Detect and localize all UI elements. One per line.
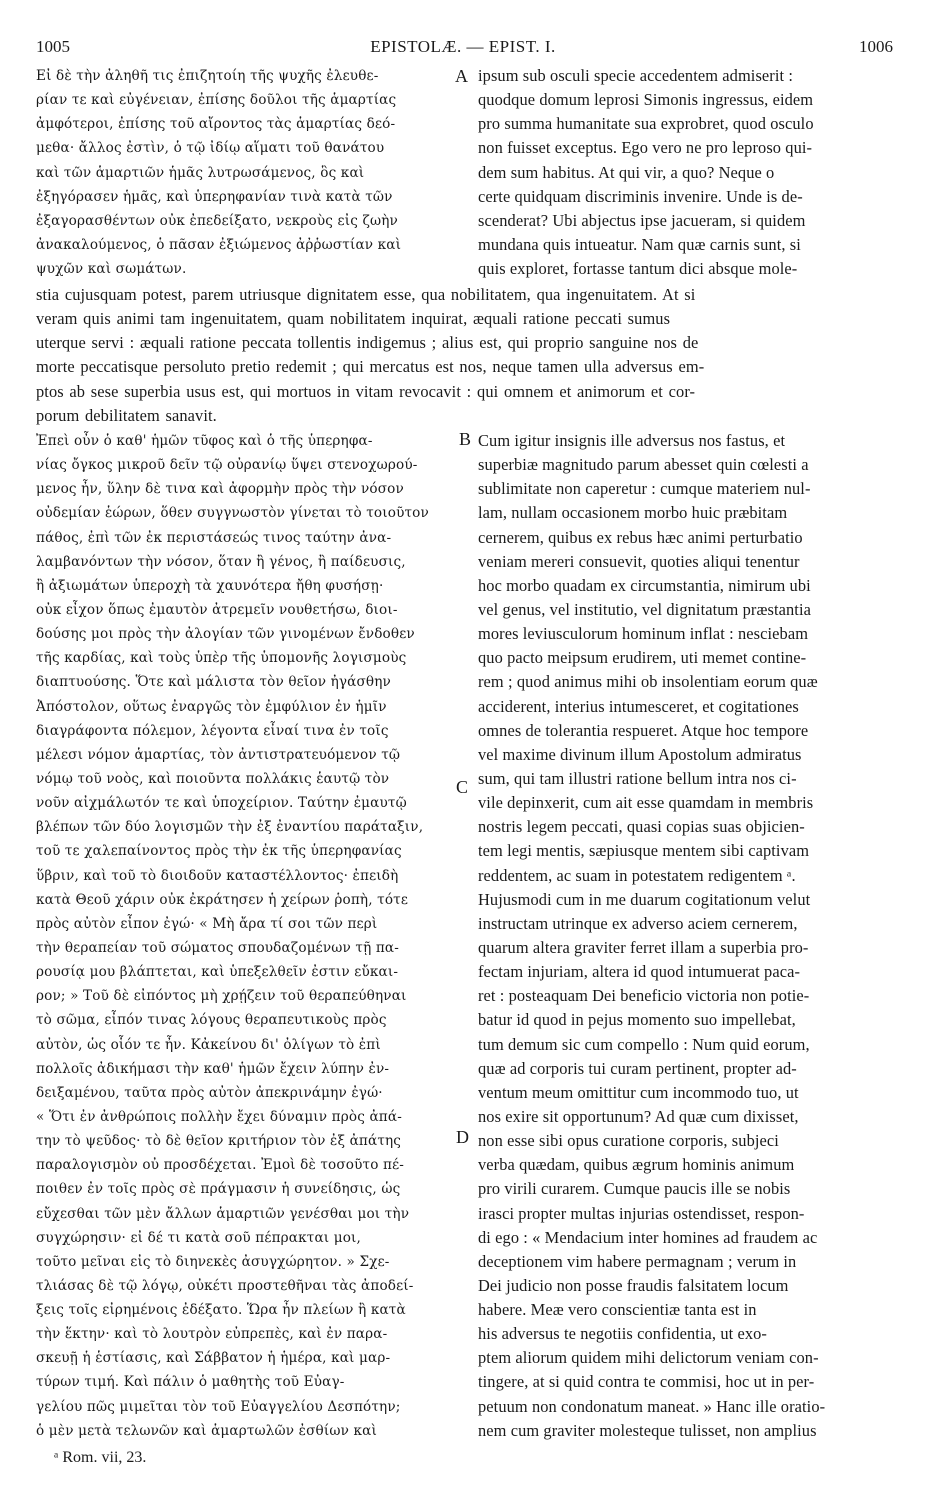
text-line: καὶ τῶν ἁμαρτιῶν ἡμᾶς λυτρωσάμενος, ὃς καὶ: [36, 164, 365, 181]
text-line: sublimitate non caperetur : cumque materiem nul-: [478, 479, 811, 499]
text-line: tem legi mentis, sæpiusque mentem sibi captivam: [478, 841, 810, 861]
text-line: σκευῇ ἡ ἑστίασις, καὶ Σάββατον ἡ ἡμέρα, καὶ μαρ-: [36, 1350, 391, 1367]
text-line: ἐξηγόρασεν ἡμᾶς, καὶ ὑπερηφανίαν τινὰ κατὰ τῶν: [36, 188, 393, 205]
text-line: quo pacto meipsum erudirem, uti memet contine-: [478, 648, 807, 668]
text-line: οὐκ εἶχον ὅπως ἐμαυτὸν ἀτρεμεῖν νουθετήσω, διοι-: [36, 601, 398, 618]
text-line: Εἰ δὲ τὴν ἀληθῆ τις ἐπιζητοίη τῆς ψυχῆς ἐλευθε-: [36, 68, 379, 84]
text-line: scenderat? Ubi abjectus ipse jacueram, si quidem: [478, 210, 806, 230]
text-line: hoc morbo quadam ex circumstantia, nimirum ubi: [478, 575, 811, 595]
text-line: τῆς καρδίας, καὶ τοὺς ὑπὲρ τῆς ὑπομονῆς λογισμοὺς: [36, 650, 407, 667]
text-line: petuum non condonatum maneat. » Hanc ille oratio-: [478, 1396, 826, 1416]
text-line: Cum igitur insignis ille adversus nos fastus, et: [478, 431, 786, 450]
text-line: « Ὅτι ἐν ἀνθρώποις πολλὴν ἔχει δύναμιν πρὸς ἀπά-: [36, 1108, 402, 1125]
section-mark-c: C: [456, 777, 469, 797]
text-line: nos exire sit opportunum? Ad quæ cum dixisset,: [478, 1106, 799, 1126]
text-line: irasci propter multas injurias ostendisset, respon-: [478, 1203, 805, 1223]
text-line: cernerem, quibus ex rebus hæc animi perturbatio: [478, 527, 803, 547]
text-line: batur id quod in pejus momento suo impellebat,: [478, 1010, 796, 1030]
text-line: mores leviusculorum hominum inflat : nesciebam: [478, 624, 809, 644]
text-line: ptem aliorum quidem mihi delictorum veniam con-: [478, 1348, 819, 1368]
latin-column-block-1: [478, 64, 896, 281]
section-mark-b: B: [459, 429, 472, 449]
text-line: vel genus, vel institutio, vel dignitatum præstantia: [478, 599, 811, 619]
text-line: certe quidquam discriminis invenire. Unde is de-: [478, 186, 803, 206]
text-line: διαγράφοντα πόλεμον, λέγοντα εἶναί τινα ἐν τοῖς: [36, 722, 389, 739]
text-line: πολλοῖς ἀδικήμασι τὴν καθ' ἡμῶν ἔχειν λύπην ἐν-: [36, 1060, 390, 1077]
text-line: non esse sibi opus curatione corporis, subjeci: [478, 1131, 779, 1151]
text-line: τοῦτο μεῖναι εἰς τὸ διηνεκὲς ἀσυγχώρητον. » Σχε-: [36, 1253, 390, 1270]
text-line: βλέπων τῶν δύο λογισμῶν τὴν ἐξ ἐναντίου παράταξιν,: [36, 819, 424, 836]
text-line: ventum meum omittitur cum incommodo tuo, ut: [478, 1082, 799, 1102]
text-line: ψυχῶν καὶ σωμάτων.: [36, 261, 187, 278]
text-line: quis exploret, fortasse tantum dici absque mole-: [478, 259, 798, 279]
text-line: τύρων τιμή. Καὶ πάλιν ὁ μαθητὴς τοῦ Εὐαγ-: [36, 1374, 345, 1391]
latin-full-width-passage: [36, 283, 896, 428]
text-line: tum demum sic cum compello : Num quid eorum,: [478, 1034, 810, 1054]
text-line: τὸ σῶμα, εἶπόν τινας λόγους θεραπευτικοὺς πρὸς: [36, 1012, 387, 1029]
greek-column-block-1: [36, 64, 452, 281]
text-line: ἐξαγορασθέντων οὐκ ἐπεδείξατο, νεκροὺς εἰς ζωὴν: [36, 212, 398, 229]
text-line: γελίου πῶς μιμεῖται τὸν τοῦ Εὐαγγελίου Δεσπότην;: [36, 1398, 401, 1415]
text-line: stia cujusquam potest, parem utriusque dignitatem esse, qua nobilitatem, qua ingenuitatem. At si: [36, 285, 696, 304]
text-line: εὔχεσθαι τῶν μὲν ἄλλων ἁμαρτιῶν γενέσθαι μοι τὴν: [36, 1205, 410, 1222]
text-line: his adversus te negotiis confidentia, ut exo-: [478, 1324, 767, 1344]
text-line: Ἀπόστολον, οὕτως ἐναργῶς τὸν ἐμφύλιον ἐν ἡμῖν: [36, 698, 387, 715]
text-line: την τὸ ψεῦδος· τὸ δὲ θεῖον κριτήριον τὸν ἐξ ἀπάτης: [36, 1133, 402, 1150]
text-line: porum debilitatem sanavit.: [36, 405, 217, 425]
text-line: τοῦ τε χαλεπαίνοντος πρὸς τὴν ἐκ τῆς ὑπερηφανίας: [36, 843, 402, 860]
text-line: ξεις τοῖς εἰρημένοις ἐδέξατο. Ὥρα ἦν πλείων ἢ κατὰ: [36, 1302, 406, 1319]
text-line: πάθος, ἐπὶ τῶν ἐκ περιστάσεώς τινος ταύτην ἀνα-: [36, 529, 392, 546]
text-line: μέλεσι νόμον ἁμαρτίας, τὸν ἀντιστρατευόμενον τῷ: [36, 746, 401, 763]
text-line: Dei judicio non posse fraudis falsitatem locum: [478, 1275, 789, 1295]
text-line: verba quædam, quibus ægrum hominis animum: [478, 1155, 795, 1175]
text-line: quæ ad corporis tui curam pertinent, propter ad-: [478, 1058, 797, 1078]
text-line: νόμῳ τοῦ νοὸς, καὶ ποιοῦντα πολλάκις ἑαυτῷ τὸν: [36, 770, 390, 787]
text-line: veniam mereri consuevit, quoties aliqui tenentur: [478, 551, 800, 571]
section-mark-d: D: [456, 1127, 469, 1147]
text-line: veram quis animi tam ingenuitatem, quam nobilitatem inquirat, æquali ratione peccati sumus: [36, 309, 671, 329]
text-line: habere. Meæ vero conscientiæ tanta est in: [478, 1300, 757, 1320]
running-title: EPISTOLÆ. — EPIST. I.: [370, 37, 556, 56]
page-number-left: 1005: [36, 37, 70, 56]
text-line: αὐτὸν, ὡς οἷόν τε ἦν. Κἀκείνου δι' ὀλίγων τὸ ἐπὶ: [36, 1036, 381, 1053]
text-line: ἀμφότεροι, ἐπίσης τοῦ αἴροντος τὰς ἁμαρτίας δεό-: [36, 116, 396, 133]
section-mark-a: A: [455, 66, 468, 86]
text-line: quodque domum leprosi Simonis ingressus, eidem: [478, 90, 814, 110]
text-line: tingere, at si quid contra te commisi, hoc ut in per-: [478, 1372, 815, 1392]
text-line: τὴν ἕκτην· καὶ τὸ λουτρὸν εὐπρεπὲς, καὶ ἐν παρα-: [36, 1326, 388, 1343]
text-line: πρὸς αὐτὸν εἶπον ἐγώ· « Μὴ ἄρα τί σοι τῶν περὶ: [36, 915, 378, 932]
text-line: ret : posteaquam Dei beneficio victoria non potie-: [478, 986, 810, 1006]
text-line: uterque servi : æquali ratione peccata tollentis indigemus ; alius est, qui proprio sanguine nos de: [36, 333, 699, 353]
page-number-right: 1006: [859, 37, 893, 56]
text-line: συγχώρησιν· εἰ δέ τι κατὰ σοῦ πέπρακται μοι,: [36, 1229, 361, 1246]
text-line: ἢ ἀξιωμάτων ὑπεροχὴ τὰ χαυνότερα ἤθη φυσήσῃ·: [36, 577, 384, 594]
text-line: quarum altera graviter ferret illam a superbia pro-: [478, 937, 809, 957]
text-line: acciderent, interius intumesceret, et cogitationes: [478, 696, 799, 716]
text-line: vile depinxerit, cum ait esse quamdam in membris: [478, 793, 814, 813]
text-line: reddentem, ac suam in potestatem redigentem ᵃ.: [478, 865, 796, 885]
text-line: deceptionem vim habere permagnam ; verum in: [478, 1251, 797, 1271]
text-line: ἀνακαλούμενος, ὁ πᾶσαν ἐξιώμενος ἀῤῥωστίαν καὶ: [36, 236, 402, 253]
text-line: τὴν θεραπείαν τοῦ σώματος σπουδαζομένων τῇ πα-: [36, 939, 400, 956]
text-line: μεθα· ἄλλος ἐστὶν, ὁ τῷ ἰδίῳ αἵματι τοῦ θανάτου: [36, 140, 385, 157]
text-line: non fuisset exceptus. Ego vero ne pro leproso qui-: [478, 138, 813, 158]
text-line: nostris legem peccati, quasi copias suas objicien-: [478, 817, 805, 837]
text-line: rem ; quod animus mihi ob insolentiam eorum quæ: [478, 672, 818, 692]
text-line: mundana quis intueatur. Nam quæ carnis sunt, si: [478, 234, 801, 254]
text-line: ipsum sub osculi specie accedentem admiserit :: [478, 66, 794, 85]
latin-column-block-2: [478, 429, 896, 1443]
text-line: διαπτυούσης. Ὅτε καὶ μάλιστα τὸν θεῖον ἠγάσθην: [36, 674, 391, 691]
text-line: instructam utrinque ex adverso aciem cernerem,: [478, 913, 798, 933]
text-line: ποιθεν ἐν τοῖς πρὸς σὲ πράγμασιν ἡ συνείδησις, ὡς: [36, 1181, 401, 1198]
text-line: δούσης μοι πρὸς τὴν ἀλογίαν τῶν γινομένων ἔνδοθεν: [36, 626, 415, 643]
text-line: οὐδεμίαν ἑώρων, ὅθεν συγγνωστὸν γίνεται τὸ τοιοῦτον: [36, 505, 429, 522]
text-line: παραλογισμὸν οὐ προσδέχεται. Ἐμοὶ δὲ τοσοῦτο πέ-: [36, 1157, 405, 1174]
text-line: sum, qui tam illustri ratione bellum intra nos ci-: [478, 768, 797, 788]
text-line: νίας ὄγκος μικροῦ δεῖν τῷ οὐρανίῳ ὕψει στενοχωρού-: [36, 457, 418, 474]
text-line: Ἐπεὶ οὖν ὁ καθ' ἡμῶν τῦφος καὶ ὁ τῆς ὑπερηφα-: [36, 433, 373, 449]
text-line: ρον; » Τοῦ δὲ εἰπόντος μὴ χρῄζειν τοῦ θεραπεύθηναι: [36, 988, 407, 1005]
greek-column-block-2: [36, 429, 452, 1443]
text-line: dem sum habitus. At qui vir, a quo? Neque o: [478, 162, 775, 182]
text-line: κατὰ Θεοῦ χάριν οὐκ ἐκράτησεν ἡ χείρων ῥοπὴ, τότε: [36, 891, 409, 908]
text-line: fectam injuriam, altera id quod intumuerat paca-: [478, 962, 801, 982]
text-line: di ego : « Mendacium inter homines ad fraudem ac: [478, 1227, 818, 1247]
text-line: τλιάσας δὲ τῷ λόγῳ, οὐκέτι προστεθῆναι τὰς ἀποδεί-: [36, 1277, 414, 1294]
text-line: δειξαμένου, ταῦτα πρὸς αὐτὸν ἀπεκρινάμην ἐγώ·: [36, 1084, 383, 1101]
text-line: ὕβριν, καὶ τοῦ τὸ διοιδοῦν καταστέλλοντος· ἐπειδὴ: [36, 867, 399, 884]
text-line: ρουσίᾳ μου βλάπτεται, καὶ ὑπεξελθεῖν ἐστιν εὔκαι-: [36, 964, 399, 981]
footnote: ᵃ Rom. vii, 23.: [54, 1449, 147, 1466]
text-line: pro summa humanitate sua exprobret, quod osculo: [478, 114, 814, 134]
text-line: Hujusmodi cum in me duarum cogitationum velut: [478, 889, 811, 909]
text-line: superbiæ magnitudo parum abesset quin cœlesti a: [478, 455, 809, 475]
text-line: μενος ἦν, ὕλην δὲ τινα καὶ ἀφορμὴν πρὸς τὴν νόσον: [36, 481, 404, 498]
text-line: λαμβανόντων τὴν νόσον, ὅταν ἢ γένος, ἢ παίδευσις,: [36, 553, 406, 570]
text-line: lam, nullam occasionem morbo huic præbitam: [478, 503, 788, 523]
text-line: morte peccatisque persoluto pretio redemit ; qui mercatus est nos, neque tamen ulla adversus em-: [36, 357, 705, 377]
text-line: nem cum graviter molesteque tulisset, non amplius: [478, 1420, 817, 1440]
text-line: ὁ μὲν μετὰ τελωνῶν καὶ ἁμαρτωλῶν ἐσθίων καὶ: [36, 1422, 377, 1439]
text-line: ptos ab sese superbia usus est, qui mortuos in vitam revocavit : qui omnem et animorum et cor-: [36, 381, 696, 401]
text-line: omnes de tolerantia respueret. Atque hoc tempore: [478, 720, 809, 740]
text-line: ρίαν τε καὶ εὐγένειαν, ἐπίσης δοῦλοι τῆς ἁμαρτίας: [36, 92, 397, 109]
text-line: vel maxime divinum illum Apostolum admiratus: [478, 744, 802, 764]
text-line: νοῦν αἰχμάλωτόν τε καὶ ὑποχείριον. Ταύτην ἐμαυτῷ: [36, 795, 407, 812]
text-line: pro virili curarem. Cumque paucis ille se nobis: [478, 1179, 791, 1199]
